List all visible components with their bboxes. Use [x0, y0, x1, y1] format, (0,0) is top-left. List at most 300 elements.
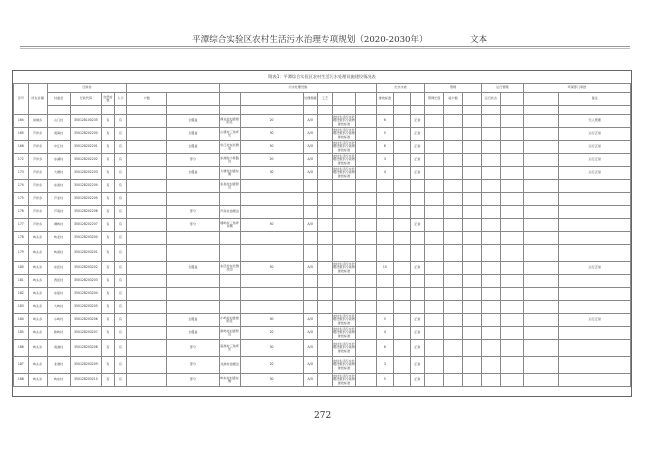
town-cell: 屿头乡: [28, 314, 47, 327]
table-cell: [127, 128, 167, 141]
table-cell: [444, 141, 463, 154]
table-cell: 有: [102, 219, 115, 232]
village-cell: 大塘村: [47, 167, 70, 180]
row-number: 165: [14, 128, 29, 141]
table-cell: [523, 128, 559, 141]
town-cell: 芦洋乡: [28, 154, 47, 167]
code-cell: 350128203207: [70, 327, 101, 340]
town-cell: 屿头乡: [28, 288, 47, 301]
column-header: [500, 93, 523, 106]
code-cell: 350128202202: [70, 154, 101, 167]
table-cell: [462, 275, 481, 288]
table-cell: 5: [376, 314, 393, 327]
page-number: 272: [314, 411, 332, 421]
table-row: [14, 262, 631, 275]
table-cell: 30: [240, 167, 303, 180]
table-cell: [500, 245, 523, 262]
table-cell: 4: [376, 167, 393, 180]
column-header: 管网长度: [425, 93, 444, 106]
table-cell: [127, 115, 167, 128]
table-cell: [462, 128, 481, 141]
table-cell: [559, 374, 631, 387]
table-cell: 50: [240, 262, 303, 275]
table-cell: [481, 288, 500, 301]
town-cell: 芦洋乡: [28, 193, 47, 206]
table-cell: [376, 275, 393, 288]
table-cell: 有: [102, 374, 115, 387]
table-cell: [318, 340, 333, 357]
table-cell: [376, 219, 393, 232]
table-cell: [127, 141, 167, 154]
column-header: [102, 106, 115, 115]
table-cell: 全覆盖: [167, 128, 219, 141]
table-cell: [219, 301, 240, 314]
table-cell: [127, 193, 167, 206]
table-cell: [425, 206, 444, 219]
village-cell: 屿南村: [47, 245, 70, 262]
table-cell: 运行正常: [559, 167, 631, 180]
table-cell: [355, 314, 376, 327]
row-number: 180: [14, 262, 29, 275]
table-cell: [318, 154, 333, 167]
village-cell: 南海村: [47, 128, 70, 141]
table-cell: [523, 262, 559, 275]
table-cell: 有: [102, 275, 115, 288]
table-cell: 有: [114, 275, 127, 288]
table-cell: 运行正常: [559, 128, 631, 141]
table-cell: [393, 232, 410, 245]
table-cell: [462, 219, 481, 232]
table-header-row: [14, 106, 631, 115]
table-cell: 农村生活污水处理设施水污染物排放标准: [333, 153, 355, 165]
table-cell: 正常: [410, 141, 425, 154]
table-cell: [481, 115, 500, 128]
code-cell: 350128203205: [70, 301, 101, 314]
table-cell: [393, 193, 410, 206]
table-cell: 部分: [167, 340, 219, 357]
table-cell: 10: [376, 262, 393, 275]
code-cell: 350128203204: [70, 288, 101, 301]
table-cell: [462, 327, 481, 340]
town-cell: 芦洋乡: [28, 180, 47, 193]
table-cell: [318, 357, 333, 374]
column-header: [393, 93, 410, 106]
table-cell: [523, 141, 559, 154]
table-cell: 正常: [410, 154, 425, 167]
table-cell: 有: [102, 193, 115, 206]
table-cell: [167, 180, 219, 193]
table-cell: A/O: [303, 262, 318, 275]
table-cell: [240, 180, 303, 193]
code-cell: 350128203206: [70, 314, 101, 327]
header-rule: [20, 46, 630, 47]
row-number: 186: [14, 340, 29, 357]
table-cell: 有: [102, 232, 115, 245]
table-cell: [355, 167, 376, 180]
table-cell: [376, 193, 393, 206]
table-cell: [425, 357, 444, 374]
table-cell: [127, 314, 167, 327]
town-cell: 屿头乡: [28, 232, 47, 245]
table-cell: [444, 154, 463, 167]
table-cell: 农村生活污水处理设施水污染物排放标准: [332, 340, 355, 357]
column-header: 接户数: [444, 93, 463, 106]
row-number: 175: [14, 193, 29, 206]
code-cell: 350128100235: [70, 115, 101, 128]
table-cell: [393, 357, 410, 374]
table-cell: [393, 206, 410, 219]
table-cell: 有: [114, 219, 127, 232]
table-cell: 有: [114, 206, 127, 219]
table-cell: 大塘村村委东侧: [219, 167, 240, 180]
table-cell: [410, 275, 425, 288]
table-cell: 正常: [410, 374, 425, 387]
code-cell: 350128203201: [70, 245, 101, 262]
table-cell: [318, 314, 333, 327]
town-cell: 屿头乡: [28, 327, 47, 340]
table-cell: [376, 206, 393, 219]
table-cell: [444, 357, 463, 374]
code-cell: 350128202203: [70, 167, 101, 180]
table-cell: [410, 301, 425, 314]
table-cell: [559, 327, 631, 340]
table-cell: A/O: [303, 115, 318, 128]
group-header: 出水水质: [376, 84, 424, 93]
table-cell: [523, 327, 559, 340]
table-cell: [425, 180, 444, 193]
code-cell: 350128202200: [70, 128, 101, 141]
town-cell: 屿头乡: [28, 275, 47, 288]
row-number: 178: [14, 232, 29, 245]
table-cell: [481, 357, 500, 374]
table-cell: [523, 180, 559, 193]
table-cell: 农村生活污水处理设施水污染物排放标准: [333, 127, 355, 139]
table-cell: [425, 288, 444, 301]
column-header: 自然村数: [102, 93, 115, 106]
table-cell: 6: [376, 115, 393, 128]
column-header: [462, 93, 481, 106]
table-cell: [393, 340, 410, 357]
table-cell: [444, 193, 463, 206]
table-cell: [481, 141, 500, 154]
table-cell: [462, 154, 481, 167]
table-cell: [444, 301, 463, 314]
table-cell: [523, 301, 559, 314]
group-header: [127, 84, 219, 93]
table-cell: [393, 301, 410, 314]
table-cell: [425, 167, 444, 180]
table-cell: [127, 167, 167, 180]
town-cell: 芦洋乡: [28, 141, 47, 154]
table-cell: 全覆盖: [167, 115, 219, 128]
table-cell: [425, 232, 444, 245]
column-header: 所在乡镇: [28, 84, 47, 115]
village-cell: 东湖村: [47, 154, 70, 167]
table-cell: [219, 232, 240, 245]
table-cell: 正常: [410, 357, 425, 374]
code-cell: 350128202204: [70, 180, 101, 193]
table-cell: [355, 219, 376, 232]
table-cell: [462, 340, 481, 357]
table-cell: [318, 141, 333, 154]
table-cell: [500, 167, 523, 180]
table-cell: 30: [240, 374, 303, 387]
column-header: [523, 106, 559, 115]
table-row: [14, 245, 631, 262]
table-cell: 有: [102, 357, 115, 374]
table-cell: [523, 219, 559, 232]
column-header: 运行状态: [481, 93, 500, 106]
village-cell: 东星村: [47, 288, 70, 301]
table-row: [14, 115, 631, 128]
table-cell: [240, 245, 303, 262]
code-cell: 350128202201: [70, 141, 101, 154]
column-header: [219, 93, 240, 106]
table-cell: [500, 374, 523, 387]
table-row: [14, 141, 631, 154]
table-cell: [355, 141, 376, 154]
table-cell: [219, 288, 240, 301]
group-header: 管网: [425, 84, 482, 93]
table-cell: [444, 232, 463, 245]
table-cell: 有: [114, 314, 127, 327]
table-cell: 农村生活污水处理设施水污染物排放标准: [333, 373, 355, 385]
table-cell: [481, 193, 500, 206]
column-header: [425, 106, 444, 115]
table-cell: [462, 314, 481, 327]
column-header: 人口: [114, 93, 127, 106]
table-cell: [444, 314, 463, 327]
table-cell: A/O: [303, 219, 318, 232]
column-header: [240, 93, 303, 106]
table-cell: A/O: [303, 357, 318, 374]
table-cell: 渔业村村委楼附近: [219, 115, 240, 128]
table-cell: 有: [114, 327, 127, 340]
table-cell: [318, 275, 333, 288]
table-cell: [127, 232, 167, 245]
village-cell: 芦北村: [47, 193, 70, 206]
table-cell: [444, 115, 463, 128]
table-cell: [127, 301, 167, 314]
table-cell: [410, 245, 425, 262]
table-cell: [355, 180, 376, 193]
table-cell: [500, 275, 523, 288]
table-cell: 有: [114, 141, 127, 154]
village-cell: 中江村: [47, 141, 70, 154]
table-cell: [523, 275, 559, 288]
table-cell: 部分: [167, 206, 219, 219]
row-number: 176: [14, 206, 29, 219]
table-row: [14, 340, 631, 357]
table-cell: [318, 262, 333, 275]
table-cell: 运行正常: [559, 141, 631, 154]
table-cell: [425, 314, 444, 327]
table-cell: [500, 206, 523, 219]
table-cell: [410, 193, 425, 206]
table-cell: [332, 232, 355, 245]
table-cell: 有: [114, 288, 127, 301]
scanned-table-sheet: [12, 70, 632, 397]
table-row: [14, 357, 631, 374]
table-cell: [444, 340, 463, 357]
table-cell: [393, 141, 410, 154]
table-cell: [318, 232, 333, 245]
table-cell: [410, 206, 425, 219]
column-header: [219, 106, 240, 115]
table-cell: [393, 115, 410, 128]
table-cell: [240, 206, 303, 219]
table-title: 附表1：平潭综合实验区农村生活污水处理设施建设情况表: [13, 71, 631, 84]
table-cell: [500, 154, 523, 167]
table-cell: [355, 245, 376, 262]
table-cell: [462, 167, 481, 180]
table-row: [14, 167, 631, 180]
table-cell: [393, 180, 410, 193]
table-cell: 全覆盖: [167, 327, 219, 340]
table-cell: [303, 245, 318, 262]
table-cell: [523, 357, 559, 374]
table-cell: 农村生活污水处理设施水污染物排放标准: [333, 166, 355, 178]
table-cell: 部分: [167, 154, 219, 167]
table-cell: [167, 193, 219, 206]
table-cell: [523, 288, 559, 301]
table-cell: 正常: [410, 314, 425, 327]
table-cell: [500, 180, 523, 193]
table-cell: [462, 374, 481, 387]
column-header: [462, 106, 481, 115]
table-cell: 芦南村池塘边: [219, 206, 240, 219]
table-cell: [462, 232, 481, 245]
table-cell: [393, 327, 410, 340]
table-cell: [318, 374, 333, 387]
table-cell: [167, 245, 219, 262]
table-cell: 有: [102, 262, 115, 275]
table-cell: [559, 275, 631, 288]
table-cell: [462, 357, 481, 374]
table-cell: 有: [102, 180, 115, 193]
table-cell: [332, 219, 355, 232]
table-cell: [332, 245, 355, 262]
column-header: 序号: [14, 84, 29, 115]
table-cell: [444, 262, 463, 275]
table-row: [14, 301, 631, 314]
table-cell: 农村生活污水处理设施水污染物排放标准: [332, 357, 355, 374]
table-cell: [393, 167, 410, 180]
table-cell: [559, 340, 631, 357]
table-cell: 8: [376, 141, 393, 154]
data-table: [13, 83, 631, 387]
table-cell: 有: [114, 301, 127, 314]
table-cell: A/O: [303, 374, 318, 387]
table-cell: 20: [240, 327, 303, 340]
table-cell: [303, 180, 318, 193]
table-cell: [318, 245, 333, 262]
table-cell: [425, 141, 444, 154]
row-number: 172: [14, 154, 29, 167]
table-cell: [462, 288, 481, 301]
table-cell: [523, 340, 559, 357]
table-cell: 全覆盖: [167, 141, 219, 154]
table-cell: [523, 314, 559, 327]
table-cell: [127, 288, 167, 301]
table-cell: [127, 374, 167, 387]
table-cell: [240, 301, 303, 314]
table-cell: [355, 327, 376, 340]
table-cell: [559, 193, 631, 206]
table-cell: [481, 245, 500, 262]
table-cell: [500, 262, 523, 275]
table-cell: [462, 206, 481, 219]
table-row: [14, 193, 631, 206]
table-cell: 有: [114, 262, 127, 275]
table-cell: 南港村三角坪处: [219, 340, 240, 357]
table-cell: [462, 115, 481, 128]
table-cell: [127, 275, 167, 288]
table-cell: [481, 314, 500, 327]
table-cell: [332, 275, 355, 288]
table-cell: [425, 128, 444, 141]
table-cell: [444, 275, 463, 288]
town-cell: 屿头乡: [28, 262, 47, 275]
row-number: 174: [14, 180, 29, 193]
table-cell: 正常: [410, 128, 425, 141]
table-cell: 部分: [167, 219, 219, 232]
row-number: 164: [14, 115, 29, 128]
table-cell: [425, 262, 444, 275]
table-cell: [444, 180, 463, 193]
table-cell: 4: [376, 327, 393, 340]
table-cell: [523, 115, 559, 128]
table-row: [14, 275, 631, 288]
code-cell: 350128203202: [70, 262, 101, 275]
table-cell: [240, 288, 303, 301]
table-cell: [355, 288, 376, 301]
table-cell: [127, 357, 167, 374]
table-cell: A/O: [303, 141, 318, 154]
table-cell: [355, 128, 376, 141]
table-cell: [481, 128, 500, 141]
table-cell: [332, 288, 355, 301]
table-cell: 20: [240, 115, 303, 128]
town-cell: 屿头乡: [28, 374, 47, 387]
table-cell: [376, 301, 393, 314]
code-cell: 350128203209: [70, 357, 101, 374]
table-cell: 3: [376, 357, 393, 374]
table-cell: [523, 167, 559, 180]
column-header: 工艺: [318, 93, 333, 106]
table-cell: [425, 193, 444, 206]
table-cell: [318, 193, 333, 206]
table-cell: [500, 115, 523, 128]
table-cell: [425, 245, 444, 262]
table-cell: 有: [102, 128, 115, 141]
table-cell: [523, 374, 559, 387]
code-cell: 350128202207: [70, 219, 101, 232]
table-cell: 东沃村东北侧池边: [219, 262, 240, 275]
table-cell: [500, 141, 523, 154]
table-cell: 运行正常: [559, 154, 631, 167]
column-header: [114, 106, 127, 115]
table-cell: 农村生活污水处理设施水污染物排放标准: [333, 261, 355, 273]
town-cell: 岚城乡: [28, 115, 47, 128]
village-cell: 芦南村: [47, 206, 70, 219]
table-cell: [376, 245, 393, 262]
table-cell: 部分: [167, 357, 219, 374]
table-cell: [167, 275, 219, 288]
group-header: 污水处理设施: [219, 84, 376, 93]
table-cell: [481, 275, 500, 288]
table-cell: [559, 232, 631, 245]
